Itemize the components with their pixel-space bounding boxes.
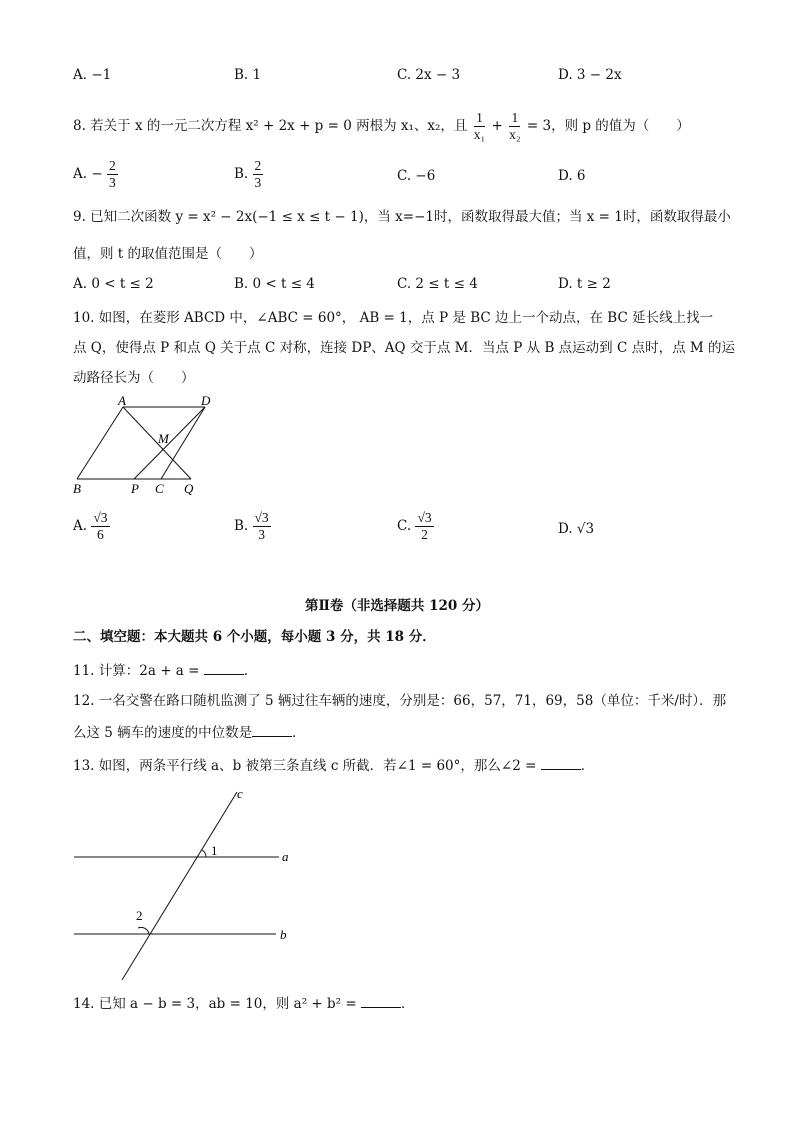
rhombus-figure <box>66 390 226 500</box>
q10-line-3: 动路径长为（ ） <box>73 370 195 386</box>
angle-1-label: 1 <box>211 843 218 858</box>
q9-option-c: C. 2 ≤ t ≤ 4 <box>397 276 478 292</box>
q10-option-c-den: 2 <box>421 527 428 542</box>
q11-post: ． <box>243 663 258 679</box>
q7-option-a: A. −1 <box>73 67 112 83</box>
q8-frac2-num: 1 <box>511 110 519 125</box>
label-b: b <box>280 927 287 942</box>
segment-dp <box>134 407 205 479</box>
q8-option-b-den: 3 <box>254 175 262 190</box>
section-heading: 二、填空题：本大题共 6 个小题，每小题 3 分，共 18 分． <box>73 629 436 645</box>
q8-option-b-num: 2 <box>254 158 262 173</box>
parallel-lines-figure <box>66 782 306 987</box>
q8-frac1-num: 1 <box>476 110 483 125</box>
label-p: P <box>131 481 139 496</box>
label-q: Q <box>184 481 194 496</box>
q12-line-2-text: 么这 5 辆车的速度的中位数是 <box>73 725 253 741</box>
q8-frac2-den: x₂ <box>509 127 521 142</box>
q9-option-d: D. t ≥ 2 <box>558 276 611 292</box>
q8-option-c: C. −6 <box>397 168 436 184</box>
q12-answer-blank[interactable] <box>252 722 292 737</box>
q10-line-1: 10. 如图，在菱形 ABCD 中，∠ABC = 60°， AB = 1，点 P 是 BC 边上一个动点，在 BC 延长线上找一 <box>73 310 714 326</box>
q8-plus: + <box>491 118 503 134</box>
q14-answer-blank[interactable] <box>361 993 401 1008</box>
q8-frac2 <box>507 110 522 143</box>
q13-text: 13. 如图，两条平行线 a、b 被第三条直线 c 所截．若∠1 = 60°，那么∠2 = <box>73 758 537 774</box>
q8-option-a-sign: − <box>91 166 103 182</box>
q8-stem <box>73 110 690 143</box>
q8-stem-pre: 8. 若关于 x 的一元二次方程 x² + 2x + p = 0 两根为 x₁、x₂，且 <box>73 118 468 134</box>
q7-option-c: C. 2x − 3 <box>397 67 461 83</box>
q8-option-a-label: A. <box>73 166 88 182</box>
q13-post: ． <box>580 758 595 774</box>
q10-option-c-label: C. <box>397 518 412 534</box>
edge-ab <box>77 407 123 479</box>
q10-option-a-num: √3 <box>93 510 108 525</box>
q10-line-2: 点 Q，使得点 P 和点 Q 关于点 C 对称，连接 DP、AQ 交于点 M．当点 P 从 B 点运动到 C 点时，点 M 的运 <box>73 340 735 356</box>
q12-line-2 <box>73 722 306 743</box>
q10-option-a-den: 6 <box>97 527 104 542</box>
section-title: 第Ⅱ卷（非选择题共 120 分） <box>305 598 489 614</box>
q10-option-b-label: B. <box>234 518 249 534</box>
q10-option-a <box>73 510 110 543</box>
q12-post: ． <box>292 725 306 741</box>
label-a: A <box>118 393 126 408</box>
q9-option-b: B. 0 < t ≤ 4 <box>234 276 315 292</box>
q9-line-1: 9. 已知二次函数 y = x² − 2x(−1 ≤ x ≤ t − 1)，当 x=−1时，函数取得最大值；当 x = 1时，函数取得最小 <box>73 209 731 225</box>
q10-option-d: D. √3 <box>558 521 595 537</box>
angle-2-arc <box>138 927 149 934</box>
q10-option-b-den: 3 <box>258 527 265 542</box>
q11-answer-blank[interactable] <box>204 660 244 675</box>
q10-option-b-num: √3 <box>254 510 269 525</box>
q10-option-c-num: √3 <box>417 510 432 525</box>
label-c: C <box>155 481 164 496</box>
label-a: a <box>282 849 289 864</box>
q8-option-b-label: B. <box>234 166 249 182</box>
q14-post: ． <box>400 996 415 1012</box>
q9-option-a: A. 0 < t ≤ 2 <box>73 276 154 292</box>
label-d: D <box>201 393 211 408</box>
label-b: B <box>73 481 81 496</box>
q11 <box>73 660 257 681</box>
q7-option-d: D. 3 − 2x <box>558 67 622 83</box>
label-m: M <box>158 431 169 446</box>
q8-stem-post: = 3，则 p 的值为（ ） <box>526 118 690 134</box>
angle-2-label: 2 <box>136 908 143 923</box>
q10-option-b <box>234 510 271 543</box>
q7-option-b: B. 1 <box>234 67 262 83</box>
segment-aq <box>123 407 191 479</box>
q8-frac1-den: x₁ <box>473 127 486 142</box>
q8-frac1 <box>472 110 487 143</box>
q8-option-a-num: 2 <box>108 158 116 173</box>
q11-text: 11. 计算：2a + a = <box>73 663 200 679</box>
q8-option-a <box>73 158 118 191</box>
q8-option-d: D. 6 <box>558 168 586 184</box>
q13-answer-blank[interactable] <box>541 755 581 770</box>
q8-option-b <box>234 158 263 191</box>
angle-1-arc <box>202 850 206 857</box>
label-c: c <box>237 786 243 801</box>
q10-option-c <box>397 510 434 543</box>
q14-text: 14. 已知 a − b = 3，ab = 10，则 a² + b² = <box>73 996 357 1012</box>
q8-option-a-den: 3 <box>108 175 116 190</box>
q10-option-a-label: A. <box>73 518 88 534</box>
q12-line-1: 12. 一名交警在路口随机监测了 5 辆过往车辆的速度，分别是：66，57，71，69，58（单位：千米/时）．那 <box>73 693 727 709</box>
q9-line-2: 值，则 t 的取值范围是（ ） <box>73 246 263 262</box>
q14 <box>73 993 414 1014</box>
line-c <box>122 792 237 980</box>
q13 <box>73 755 594 776</box>
